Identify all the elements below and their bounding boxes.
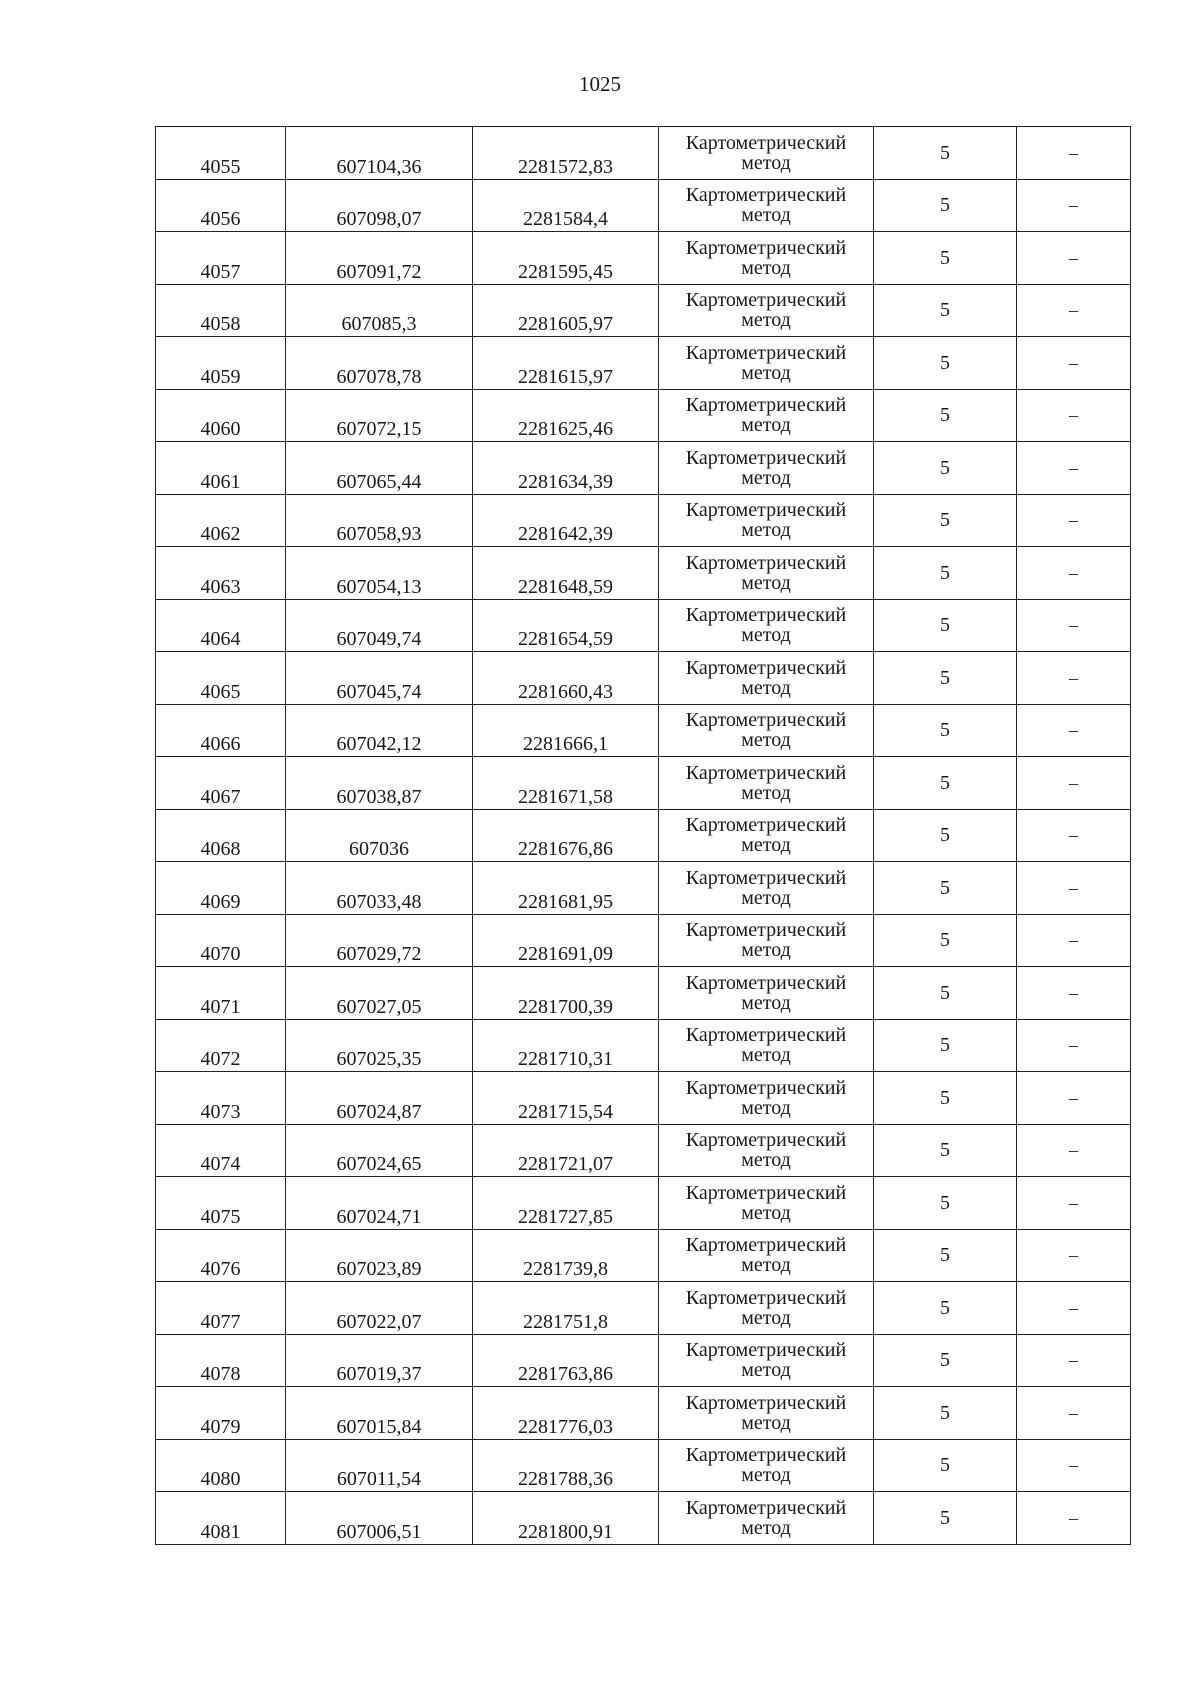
note-cell: – (1017, 757, 1131, 810)
method-cell (659, 652, 874, 705)
method-cell (659, 862, 874, 915)
point-number-cell: 4056 (156, 179, 286, 232)
method-cell (659, 494, 874, 547)
method-line-1: Картометрический (685, 604, 847, 627)
y-coordinate-cell: 2281584,4 (473, 179, 659, 232)
method-line-2: метод (741, 1359, 791, 1382)
x-coordinate-cell: 607072,15 (286, 389, 473, 442)
method-line-1: Картометрический (685, 656, 847, 679)
y-coordinate-cell: 2281721,07 (473, 1124, 659, 1177)
point-number-cell: 4081 (156, 1492, 286, 1545)
accuracy-cell: 5 (874, 1439, 1017, 1492)
y-coordinate-cell: 2281671,58 (473, 757, 659, 810)
x-coordinate-cell: 607006,51 (286, 1492, 473, 1545)
y-coordinate-cell: 2281800,91 (473, 1492, 659, 1545)
accuracy-cell: 5 (874, 1177, 1017, 1230)
point-number-cell: 4080 (156, 1439, 286, 1492)
table-row (156, 599, 1131, 652)
method-line-1: Картометрический (685, 866, 847, 889)
method-cell (659, 809, 874, 862)
method-line-1: Картометрический (685, 499, 847, 522)
method-line-1: Картометрический (685, 1286, 847, 1309)
note-cell: – (1017, 862, 1131, 915)
note-cell: – (1017, 1177, 1131, 1230)
y-coordinate-cell: 2281676,86 (473, 809, 659, 862)
x-coordinate-cell: 607022,07 (286, 1282, 473, 1335)
method-cell (659, 284, 874, 337)
x-coordinate-cell: 607024,71 (286, 1177, 473, 1230)
x-coordinate-cell: 607011,54 (286, 1439, 473, 1492)
table-row (156, 1387, 1131, 1440)
point-number-cell: 4066 (156, 704, 286, 757)
x-coordinate-cell: 607085,3 (286, 284, 473, 337)
method-line-1: Картометрический (685, 1496, 847, 1519)
method-line-2: метод (741, 466, 791, 489)
accuracy-cell: 5 (874, 1229, 1017, 1282)
accuracy-cell: 5 (874, 389, 1017, 442)
accuracy-cell: 5 (874, 1072, 1017, 1125)
method-cell (659, 1072, 874, 1125)
note-cell: – (1017, 337, 1131, 390)
method-line-1: Картометрический (685, 1391, 847, 1414)
method-line-1: Картометрический (685, 184, 847, 207)
accuracy-cell: 5 (874, 809, 1017, 862)
method-line-1: Картометрический (685, 814, 847, 837)
method-line-2: метод (741, 204, 791, 227)
method-line-1: Картометрический (685, 1444, 847, 1467)
accuracy-cell: 5 (874, 1124, 1017, 1177)
method-cell (659, 1229, 874, 1282)
point-number-cell: 4057 (156, 232, 286, 285)
x-coordinate-cell: 607058,93 (286, 494, 473, 547)
table-row (156, 1019, 1131, 1072)
table-row (156, 1177, 1131, 1230)
accuracy-cell: 5 (874, 652, 1017, 705)
method-line-2: метод (741, 1516, 791, 1539)
y-coordinate-cell: 2281634,39 (473, 442, 659, 495)
method-line-2: метод (741, 886, 791, 909)
x-coordinate-cell: 607023,89 (286, 1229, 473, 1282)
x-coordinate-cell: 607042,12 (286, 704, 473, 757)
point-number-cell: 4077 (156, 1282, 286, 1335)
accuracy-cell: 5 (874, 1282, 1017, 1335)
method-line-1: Картометрический (685, 761, 847, 784)
x-coordinate-cell: 607025,35 (286, 1019, 473, 1072)
note-cell: – (1017, 1334, 1131, 1387)
y-coordinate-cell: 2281691,09 (473, 914, 659, 967)
note-cell: – (1017, 914, 1131, 967)
x-coordinate-cell: 607029,72 (286, 914, 473, 967)
table-row (156, 232, 1131, 285)
table-row (156, 862, 1131, 915)
table-row (156, 1282, 1131, 1335)
table-row (156, 442, 1131, 495)
y-coordinate-cell: 2281776,03 (473, 1387, 659, 1440)
note-cell: – (1017, 1072, 1131, 1125)
method-line-1: Картометрический (685, 1234, 847, 1257)
table-row (156, 1124, 1131, 1177)
point-number-cell: 4074 (156, 1124, 286, 1177)
x-coordinate-cell: 607065,44 (286, 442, 473, 495)
method-cell (659, 1019, 874, 1072)
method-line-2: метод (741, 729, 791, 752)
table-row (156, 179, 1131, 232)
y-coordinate-cell: 2281739,8 (473, 1229, 659, 1282)
note-cell: – (1017, 1019, 1131, 1072)
y-coordinate-cell: 2281615,97 (473, 337, 659, 390)
table-row (156, 547, 1131, 600)
note-cell: – (1017, 1387, 1131, 1440)
method-cell (659, 1387, 874, 1440)
note-cell: – (1017, 704, 1131, 757)
accuracy-cell: 5 (874, 967, 1017, 1020)
x-coordinate-cell: 607098,07 (286, 179, 473, 232)
x-coordinate-cell: 607091,72 (286, 232, 473, 285)
point-number-cell: 4068 (156, 809, 286, 862)
note-cell: – (1017, 284, 1131, 337)
accuracy-cell: 5 (874, 599, 1017, 652)
method-line-1: Картометрический (685, 394, 847, 417)
accuracy-cell: 5 (874, 442, 1017, 495)
method-line-2: метод (741, 624, 791, 647)
note-cell: – (1017, 1439, 1131, 1492)
x-coordinate-cell: 607019,37 (286, 1334, 473, 1387)
method-line-2: метод (741, 676, 791, 699)
y-coordinate-cell: 2281605,97 (473, 284, 659, 337)
method-line-2: метод (741, 414, 791, 437)
method-line-2: метод (741, 256, 791, 279)
point-number-cell: 4060 (156, 389, 286, 442)
accuracy-cell: 5 (874, 914, 1017, 967)
y-coordinate-cell: 2281595,45 (473, 232, 659, 285)
note-cell: – (1017, 389, 1131, 442)
y-coordinate-cell: 2281681,95 (473, 862, 659, 915)
point-number-cell: 4059 (156, 337, 286, 390)
method-cell (659, 914, 874, 967)
accuracy-cell: 5 (874, 337, 1017, 390)
method-line-1: Картометрический (685, 341, 847, 364)
method-line-2: метод (741, 361, 791, 384)
method-line-1: Картометрический (685, 289, 847, 312)
point-number-cell: 4073 (156, 1072, 286, 1125)
note-cell: – (1017, 599, 1131, 652)
point-number-cell: 4063 (156, 547, 286, 600)
x-coordinate-cell: 607054,13 (286, 547, 473, 600)
point-number-cell: 4069 (156, 862, 286, 915)
method-line-1: Картометрический (685, 971, 847, 994)
point-number-cell: 4072 (156, 1019, 286, 1072)
point-number-cell: 4065 (156, 652, 286, 705)
point-number-cell: 4078 (156, 1334, 286, 1387)
note-cell: – (1017, 1124, 1131, 1177)
table-row (156, 1439, 1131, 1492)
method-cell (659, 1334, 874, 1387)
accuracy-cell: 5 (874, 1387, 1017, 1440)
point-number-cell: 4061 (156, 442, 286, 495)
x-coordinate-cell: 607015,84 (286, 1387, 473, 1440)
y-coordinate-cell: 2281625,46 (473, 389, 659, 442)
method-line-2: метод (741, 571, 791, 594)
method-line-2: метод (741, 1096, 791, 1119)
y-coordinate-cell: 2281642,39 (473, 494, 659, 547)
method-line-1: Картометрический (685, 919, 847, 942)
method-line-2: метод (741, 309, 791, 332)
x-coordinate-cell: 607024,87 (286, 1072, 473, 1125)
method-line-1: Картометрический (685, 446, 847, 469)
method-line-2: метод (741, 1464, 791, 1487)
y-coordinate-cell: 2281666,1 (473, 704, 659, 757)
method-line-1: Картометрический (685, 1181, 847, 1204)
x-coordinate-cell: 607078,78 (286, 337, 473, 390)
y-coordinate-cell: 2281715,54 (473, 1072, 659, 1125)
note-cell: – (1017, 652, 1131, 705)
accuracy-cell: 5 (874, 127, 1017, 180)
method-line-2: метод (741, 519, 791, 542)
method-line-1: Картометрический (685, 1076, 847, 1099)
accuracy-cell: 5 (874, 704, 1017, 757)
note-cell: – (1017, 1282, 1131, 1335)
method-cell (659, 1282, 874, 1335)
method-line-2: метод (741, 991, 791, 1014)
method-line-2: метод (741, 834, 791, 857)
method-line-1: Картометрический (685, 131, 847, 154)
y-coordinate-cell: 2281788,36 (473, 1439, 659, 1492)
method-cell (659, 1439, 874, 1492)
table-row (156, 1334, 1131, 1387)
method-line-1: Картометрический (685, 1339, 847, 1362)
accuracy-cell: 5 (874, 179, 1017, 232)
point-number-cell: 4070 (156, 914, 286, 967)
x-coordinate-cell: 607027,05 (286, 967, 473, 1020)
table-row (156, 389, 1131, 442)
method-cell (659, 127, 874, 180)
x-coordinate-cell: 607045,74 (286, 652, 473, 705)
method-cell (659, 704, 874, 757)
table-row (156, 1072, 1131, 1125)
accuracy-cell: 5 (874, 1334, 1017, 1387)
x-coordinate-cell: 607104,36 (286, 127, 473, 180)
method-line-1: Картометрический (685, 1024, 847, 1047)
point-number-cell: 4055 (156, 127, 286, 180)
y-coordinate-cell: 2281727,85 (473, 1177, 659, 1230)
method-line-2: метод (741, 151, 791, 174)
method-line-2: метод (741, 1254, 791, 1277)
page-number: 1025 (579, 72, 621, 96)
x-coordinate-cell: 607024,65 (286, 1124, 473, 1177)
accuracy-cell: 5 (874, 494, 1017, 547)
y-coordinate-cell: 2281654,59 (473, 599, 659, 652)
accuracy-cell: 5 (874, 1492, 1017, 1545)
method-line-1: Картометрический (685, 551, 847, 574)
method-cell (659, 337, 874, 390)
table-row (156, 652, 1131, 705)
method-cell (659, 1124, 874, 1177)
method-line-1: Картометрический (685, 236, 847, 259)
method-line-2: метод (741, 1201, 791, 1224)
y-coordinate-cell: 2281648,59 (473, 547, 659, 600)
method-cell (659, 389, 874, 442)
table-row (156, 914, 1131, 967)
note-cell: – (1017, 179, 1131, 232)
table-row (156, 1492, 1131, 1545)
point-number-cell: 4076 (156, 1229, 286, 1282)
accuracy-cell: 5 (874, 284, 1017, 337)
y-coordinate-cell: 2281700,39 (473, 967, 659, 1020)
method-cell (659, 1492, 874, 1545)
table-row (156, 494, 1131, 547)
table-body (156, 127, 1131, 1545)
point-number-cell: 4058 (156, 284, 286, 337)
accuracy-cell: 5 (874, 232, 1017, 285)
note-cell: – (1017, 547, 1131, 600)
method-cell (659, 232, 874, 285)
x-coordinate-cell: 607036 (286, 809, 473, 862)
method-line-2: метод (741, 1044, 791, 1067)
method-line-2: метод (741, 1306, 791, 1329)
method-line-1: Картометрический (685, 709, 847, 732)
method-cell (659, 179, 874, 232)
note-cell: – (1017, 127, 1131, 180)
table-row (156, 1229, 1131, 1282)
y-coordinate-cell: 2281710,31 (473, 1019, 659, 1072)
y-coordinate-cell: 2281751,8 (473, 1282, 659, 1335)
note-cell: – (1017, 442, 1131, 495)
table-row (156, 127, 1131, 180)
table-row (156, 809, 1131, 862)
method-cell (659, 757, 874, 810)
note-cell: – (1017, 1492, 1131, 1545)
coordinates-table (155, 126, 1131, 1545)
method-line-2: метод (741, 1149, 791, 1172)
method-line-2: метод (741, 781, 791, 804)
point-number-cell: 4062 (156, 494, 286, 547)
note-cell: – (1017, 967, 1131, 1020)
x-coordinate-cell: 607038,87 (286, 757, 473, 810)
method-line-2: метод (741, 939, 791, 962)
method-cell (659, 967, 874, 1020)
y-coordinate-cell: 2281763,86 (473, 1334, 659, 1387)
x-coordinate-cell: 607033,48 (286, 862, 473, 915)
y-coordinate-cell: 2281572,83 (473, 127, 659, 180)
point-number-cell: 4071 (156, 967, 286, 1020)
table-row (156, 284, 1131, 337)
y-coordinate-cell: 2281660,43 (473, 652, 659, 705)
accuracy-cell: 5 (874, 1019, 1017, 1072)
table-row (156, 967, 1131, 1020)
note-cell: – (1017, 494, 1131, 547)
method-cell (659, 442, 874, 495)
accuracy-cell: 5 (874, 547, 1017, 600)
note-cell: – (1017, 1229, 1131, 1282)
table-row (156, 337, 1131, 390)
accuracy-cell: 5 (874, 862, 1017, 915)
accuracy-cell: 5 (874, 757, 1017, 810)
note-cell: – (1017, 232, 1131, 285)
table-row (156, 704, 1131, 757)
method-cell (659, 1177, 874, 1230)
x-coordinate-cell: 607049,74 (286, 599, 473, 652)
table-row (156, 757, 1131, 810)
point-number-cell: 4079 (156, 1387, 286, 1440)
point-number-cell: 4067 (156, 757, 286, 810)
point-number-cell: 4064 (156, 599, 286, 652)
method-cell (659, 599, 874, 652)
method-line-2: метод (741, 1411, 791, 1434)
method-cell (659, 547, 874, 600)
method-line-1: Картометрический (685, 1129, 847, 1152)
note-cell: – (1017, 809, 1131, 862)
point-number-cell: 4075 (156, 1177, 286, 1230)
